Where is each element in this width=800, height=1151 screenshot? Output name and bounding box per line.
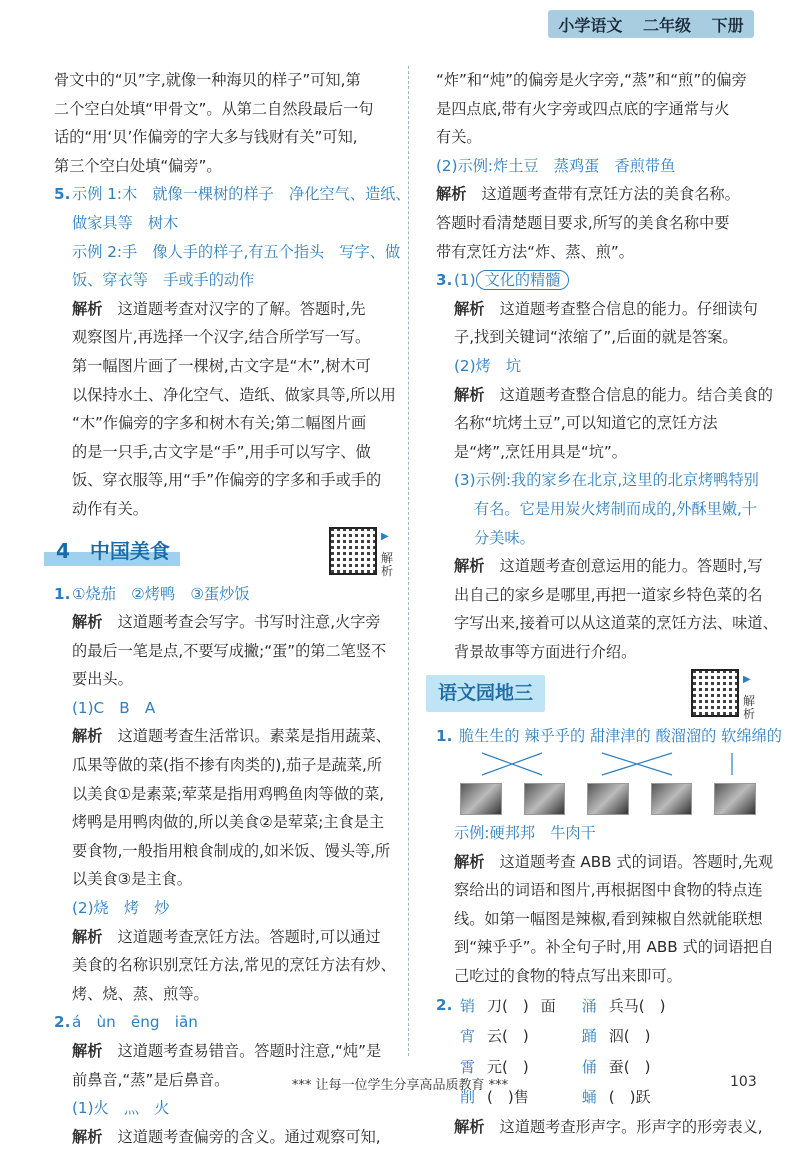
qr-label: 解析 [381,550,394,578]
analysis-line: 解析 这道题考查偏旁的含义。通过观察可知, [72,1127,381,1146]
sub-prefix: (1) [454,271,476,290]
analysis-line: 名称“坑烤土豆”,可以知道它的烹饪方法 [454,414,718,433]
question-number: 1. [436,727,453,746]
column-divider [408,66,409,1056]
answer-line: ①烧茄 ②烤鸭 ③蛋炒饭 [72,584,250,603]
circled-answer: 文化的精髓 [476,270,570,290]
char: 宵 [460,1027,476,1046]
analysis-line: 到“辣乎乎”。补全句子时,用 ABB 式的词语把自 [454,938,774,957]
analysis-line: 要出头。 [72,670,133,689]
footer-slogan: *** 让每一位学生分享高品质教育 *** [291,1078,509,1093]
analysis-line: “木”作偏旁的字多和树木有关;第二幅图片画 [72,414,367,433]
answer-line: (2)示例:炸土豆 蒸鸡蛋 香煎带鱼 [436,156,676,175]
matching-lines [454,751,754,777]
analysis-line: 解析 这道题考查烹饪方法。答题时,可以通过 [72,927,381,946]
analysis-line: 答题时看清楚题目要求,所写的美食名称中要 [436,213,730,232]
word: 软绵绵的 [721,727,782,746]
answer-line: á ùn ēng iān [72,1013,198,1032]
extra: 面 [540,996,556,1015]
analysis-line: 前鼻音,“蒸”是后鼻音。 [72,1070,230,1089]
item: ( )售 [487,1088,529,1107]
analysis-line: 带有烹饪方法“炸、蒸、煎”。 [436,242,634,261]
analysis-line: 背景故事等方面进行介绍。 [454,642,637,661]
qr-code-icon [691,669,739,717]
analysis-line: 的是一只手,古文字是“手”,用手可以写字、做 [72,442,371,461]
analysis-line: 烤、烧、蒸、煎等。 [72,984,209,1003]
play-icon: ▶ [743,674,751,686]
word: 脆生生的 [458,727,520,746]
food-image [651,783,693,815]
item: ( )跃 [608,1088,651,1107]
answer-line: (1)C B A [72,698,156,717]
question-number: 5. [54,185,71,204]
text-line: “炸”和“炖”的偏旁是火字旁,“蒸”和“煎”的偏旁 [436,71,747,89]
word: 甜津津的 [589,727,651,746]
question-number: 2. [436,995,453,1014]
char: 蛹 [581,1088,597,1107]
question-number: 3. [436,271,453,290]
match-table-right [576,991,672,1113]
analysis-line: 子,找到关键词“浓缩了”,后面的就是答案。 [454,328,738,347]
char: 俑 [581,1057,597,1076]
text-line: 有关。 [436,128,482,147]
food-image [524,783,566,815]
analysis-line: 解析 这道题考查生活常识。素菜是指用蔬菜、 [72,727,391,746]
char: 霄 [460,1057,476,1076]
analysis-line: 解析 这道题考查形声字。形声字的形旁表义, [454,1118,763,1136]
item: 蚕( ) [608,1057,651,1076]
question-5 [54,180,411,523]
analysis-line: 解析 这道题考查整合信息的能力。仔细读句 [454,299,758,318]
analysis-line: 第一幅图片画了一棵树,古文字是“木”,树木可 [72,356,371,375]
right-column [436,66,782,1142]
answer-line: 做家具等 树木 [72,213,179,232]
analysis-line: 动作有关。 [72,499,148,518]
analysis-line: 解析 这道题考查对汉字的了解。答题时,先 [72,299,366,318]
analysis-line: 以美食③是主食。 [72,870,192,889]
analysis-line: 解析 这道题考查带有烹饪方法的美食名称。 [436,185,740,204]
page-number: 103 [730,1074,757,1090]
answer-line: (1)火 灬 火 [72,1099,170,1118]
food-image [587,783,629,815]
answer-line: 示例:硬邦邦 牛肉干 [454,824,596,843]
answer-line: 饭、穿衣等 手或手的动作 [72,271,255,290]
answer-line: 分美味。 [474,528,535,547]
question-number: 1. [54,584,71,603]
text-line: 二个空白处填“甲骨文”。从第二自然段最后一句 [54,99,374,118]
analysis-line: 线。如第一幅图是辣椒,看到辣椒自然就能联想 [454,909,763,928]
analysis-line: 是“烤”,烹饪用具是“坑”。 [454,442,627,461]
analysis-line: 出自己的家乡是哪里,再把一道家乡特色菜的名 [454,585,763,604]
analysis-line: 解析 这道题考查会写字。书写时注意,火字旁 [72,613,381,632]
food-image [714,783,756,815]
item: 云( ) [487,1027,529,1046]
answer-line: (2)烧 烤 炒 [72,899,170,918]
analysis-line: 的最后一笔是点,不要写成撇;“蛋”的第二笔竖不 [72,641,387,660]
play-icon: ▶ [381,531,389,543]
analysis-line: 解析 这道题考查创意运用的能力。答题时,写 [454,557,763,576]
text-line: 是四点底,带有火字旁或四点底的字通常与火 [436,99,730,118]
text-line: 话的“用‘贝’作偏旁的字大多与钱财有关”可知, [54,128,358,147]
qr-label: 解析 [743,693,756,721]
analysis-line: 瓜果等做的菜(指不掺有肉类的),茄子是蔬菜,所 [72,756,383,775]
analysis-line: 己吃过的食物的特点写出来即可。 [454,967,682,986]
garden-question-1 [436,722,782,990]
char: 销 [460,996,476,1015]
question-3 [436,266,778,666]
food-image [460,783,502,815]
analysis-line: 解析 这道题考查易错音。答题时注意,“炖”是 [72,1042,382,1060]
answer-line: 示例 2:手 像人手的样子,有五个指头 写字、做 [72,242,401,261]
analysis-line: 解析 这道题考查 ABB 式的词语。答题时,先观 [454,852,774,871]
qr-code-link[interactable] [329,523,394,578]
qr-code-icon [329,527,377,575]
analysis-line: 解析 这道题考查整合信息的能力。结合美食的 [454,385,773,404]
question-1 [54,580,394,1009]
analysis-line: 以保持水土、净化空气、造纸、做家具等,所以用 [72,385,396,404]
item: 泅( ) [608,1027,651,1046]
analysis-line: 以美食①是素菜;荤菜是指用鸡鸭鱼肉等做的菜, [72,784,385,803]
match-table-left [454,991,562,1113]
analysis-line: 字写出来,接着可以从这道菜的烹饪方法、味道、 [454,614,778,633]
page-header [548,10,754,38]
analysis-line: 饭、穿衣服等,用“手”作偏旁的字多和手或手的 [72,471,382,490]
food-images [460,783,756,815]
garden-question-2 [436,991,763,1142]
answer-line: (2)烤 坑 [454,356,522,375]
section-title: 语文园地三 [426,675,545,712]
analysis-line: 烤鸭是用鸭肉做的,所以美食②是荤菜;主食是主 [72,813,385,832]
char: 削 [460,1088,476,1107]
item: 元( ) [487,1057,529,1076]
analysis-line: 观察图片,再选择一个汉字,结合所学写一写。 [72,328,371,347]
word: 酸溜溜的 [655,727,717,746]
question-number: 2. [54,1013,71,1032]
header-volume: 下册 [711,15,744,35]
analysis-line: 美食的名称识别烹饪方法,常见的烹饪方法有炒、 [72,956,396,975]
section-heading-4 [44,528,394,578]
text-line: 骨文中的“贝”字,就像一种海贝的样子”可知,第 [54,71,361,89]
answer-line: (3)示例:我的家乡在北京,这里的北京烤鸭特别 [454,471,759,490]
char: 踊 [581,1027,597,1046]
word: 辣乎乎的 [524,727,586,746]
char: 涌 [581,996,597,1015]
item: 刀( ) [487,996,529,1015]
answer-line: 示例 1:木 就像一棵树的样子 净化空气、造纸、 [72,185,411,204]
section-title: 4 中国美食 [44,535,180,566]
analysis-line: 察给出的词语和图片,再根据图中食物的特点连 [454,881,763,900]
text-line: 第三个空白处填“偏旁”。 [54,156,222,175]
answer-line: 有名。它是用炭火烤制而成的,外酥里嫩,十 [474,499,758,518]
header-grade: 二年级 [642,15,691,35]
header-subject: 小学语文 [558,15,623,35]
analysis-line: 要食物,一般指用粮食制成的,如米饭、馒头等,所 [72,841,391,860]
item: 兵马( ) [608,996,666,1015]
section-heading-garden [426,670,756,721]
qr-code-link[interactable] [691,666,756,721]
